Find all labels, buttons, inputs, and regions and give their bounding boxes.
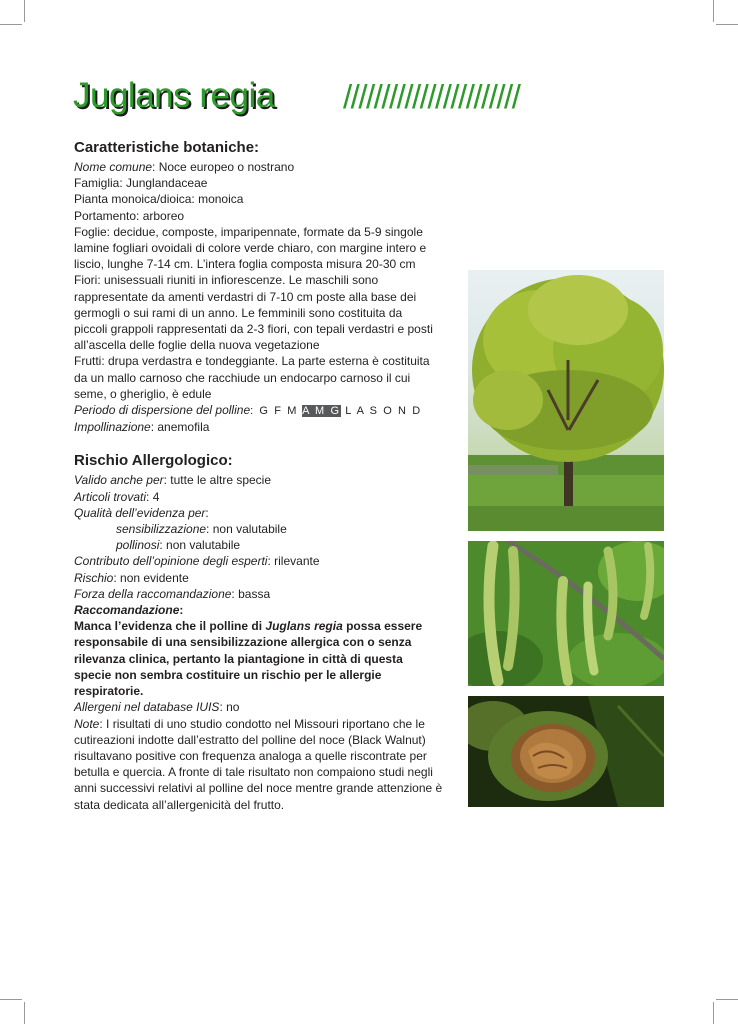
crop-mark (713, 1002, 714, 1024)
crop-mark (0, 999, 22, 1000)
valido-anche-per: Valido anche per: tutte le altre specie (74, 473, 272, 488)
frutti-line: da un mallo carnoso che racchiude un endocarpo carnoso il cui (74, 370, 411, 385)
forza-raccomandazione: Forza della raccomandazione: bassa (74, 586, 271, 601)
periodo-dispersione: Periodo di dispersione del polline: G F M A M G L A S O N D (74, 403, 422, 418)
pianta: Pianta monoica/dioica: monoica (74, 192, 244, 207)
page-title: Juglans regia (73, 76, 275, 115)
raccomandazione-text: specie non sembra costituire un rischio per le allergie (74, 667, 382, 682)
foglie-line: liscio, lunghe 7-14 cm. L’intera foglia composta misura 20-30 cm (74, 257, 416, 272)
note-line: anni successivi relativi al polline del noce mentre grande attenzione è (74, 781, 443, 796)
fiori-line: all’ascella delle foglie della nuova vegetazione (74, 338, 320, 353)
fiori-line: piccoli grappoli rappresentati da 2-3 fiori, con tepali verdastri e posti (74, 322, 433, 337)
fiori-line: rappresentate da amenti verdastri di 7-10 cm poste alla base dei (74, 289, 417, 304)
main-text (74, 138, 454, 813)
crop-mark (713, 0, 714, 22)
sensibilizzazione: sensibilizzazione: non valutabile (116, 522, 287, 537)
raccomandazione-text: Manca l’evidenza che il polline di Juglans regia possa essere (74, 619, 423, 634)
crop-mark (24, 0, 25, 22)
contributo-esperti: Contributo dell’opinione degli esperti: rilevante (74, 554, 320, 569)
portamento: Portamento: arboreo (74, 208, 185, 223)
frutti-line: seme, o gheriglio, è edule (74, 386, 212, 401)
foglie-line: Foglie: decidue, composte, imparipennate, formate da 5-9 singole (74, 224, 423, 239)
fiori-line: Fiori: unisessuali riuniti in infiorescenze. Le maschili sono (74, 273, 379, 288)
note-line: cutireazioni indotte dall’estratto del polline del noce (Black Walnut) (74, 732, 426, 747)
crop-mark (0, 24, 22, 25)
walnut-catkins-photo (468, 541, 664, 686)
raccomandazione-text: respiratorie. (74, 684, 144, 699)
frutti-line: Frutti: drupa verdastra e tondeggiante. La parte esterna è costituita (74, 354, 430, 369)
crop-mark (24, 1002, 25, 1024)
section-heading-allergy: Rischio Allergologico: (74, 452, 233, 470)
walnut-fruit-photo (468, 696, 664, 807)
title-decoration: /////////////////////// (343, 78, 520, 115)
section-heading-botanical: Caratteristiche botaniche: (74, 139, 260, 156)
note-line: betulla e quercia. A fronte di tale risultato non compaiono studi negli (74, 765, 433, 780)
note-line: risultavano positive con frequenza analoga a quelle riscontrate per (74, 748, 427, 763)
fiori-line: germogli o sui rami di un anno. Le femminili sono costituita da (74, 305, 403, 320)
months-highlight: A M G (302, 405, 341, 418)
title-row (73, 76, 673, 126)
raccomandazione-label: Raccomandazione: (74, 603, 184, 618)
note-line: Note: I risultati di uno studio condotto nel Missouri riportano che le (74, 716, 425, 731)
note-line: stata dedicata all’allergenicità del frutto. (74, 797, 285, 812)
famiglia: Famiglia: Junglandaceae (74, 176, 208, 191)
articoli-trovati: Articoli trovati: 4 (74, 489, 160, 504)
pollinosi: pollinosi: non valutabile (116, 538, 241, 553)
crop-mark (716, 999, 738, 1000)
crop-mark (716, 24, 738, 25)
walnut-tree-photo (468, 270, 664, 531)
foglie-line: lamine fogliari ovoidali di colore verde chiaro, con margine intero e (74, 241, 427, 256)
raccomandazione-text: rilevanza clinica, pertanto la piantagione in città di questa (74, 651, 403, 666)
rischio: Rischio: non evidente (74, 570, 189, 585)
qualita-evidenza: Qualità dell’evidenza per: (74, 505, 209, 520)
impollinazione: Impollinazione: anemofila (74, 420, 210, 435)
nome-comune: Nome comune: Noce europeo o nostrano (74, 160, 295, 174)
raccomandazione-text: responsabile di una sensibilizzazione allergica con o senza (74, 635, 412, 650)
allergeni-iuis: Allergeni nel database IUIS: no (74, 700, 240, 715)
